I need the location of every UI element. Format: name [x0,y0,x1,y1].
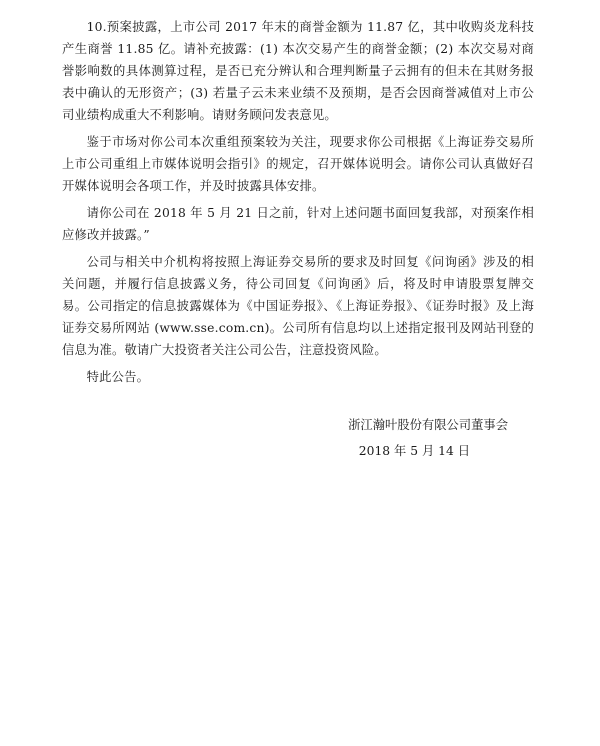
signature-date: 2018 年 5 月 14 日 [358,444,470,458]
paragraph-reply-deadline: 请你公司在 2018 年 5 月 21 日之前，针对上述问题书面回复我部，对预案作相应修改并披露。” [62,206,534,242]
paragraph-closing: 特此公告。 [86,370,150,384]
paragraph-goodwill-question: 10.预案披露，上市公司 2017 年末的商誉金额为 11.87 亿，其中收购炎龙科技产生商誉 11.85 亿。请补充披露：(1) 本次交易产生的商誉金额；(2) 本次交易对商誉影响数的具体测算过程，是否已充分辨认和合理判断量子云拥有的但未在其财务报表中确认的无形资产；(3) 若量子云未来业绩不及预期，是否会因商誉减值对上市公司业绩构成重大不利影响。请财务顾问发表意见。 [62,20,534,122]
paragraph-media-briefing: 鉴于市场对你公司本次重组预案较为关注，现要求你公司根据《上海证券交易所上市公司重组上市媒体说明会指引》的规定，召开媒体说明会。请你公司认真做好召开媒体说明会各项工作，并及时披露具体安排。 [62,135,534,193]
paragraph-company-response: 公司与相关中介机构将按照上海证券交易所的要求及时回复《问询函》涉及的相关问题，并履行信息披露义务，待公司回复《问询函》后，将及时申请股票复牌交易。公司指定的信息披露媒体为《中国证券报》、《上海证券报》、《证券时报》及上海证券交易所网站 (www.sse.com.cn)。公司所有信息均以上述指定报刊及网站刊登的信息为准。敬请广大投资者关注公司公告，注意投资风险。 [62,255,534,357]
signature-company: 浙江瀚叶股份有限公司董事会 [348,418,508,432]
document-body [62,16,534,388]
